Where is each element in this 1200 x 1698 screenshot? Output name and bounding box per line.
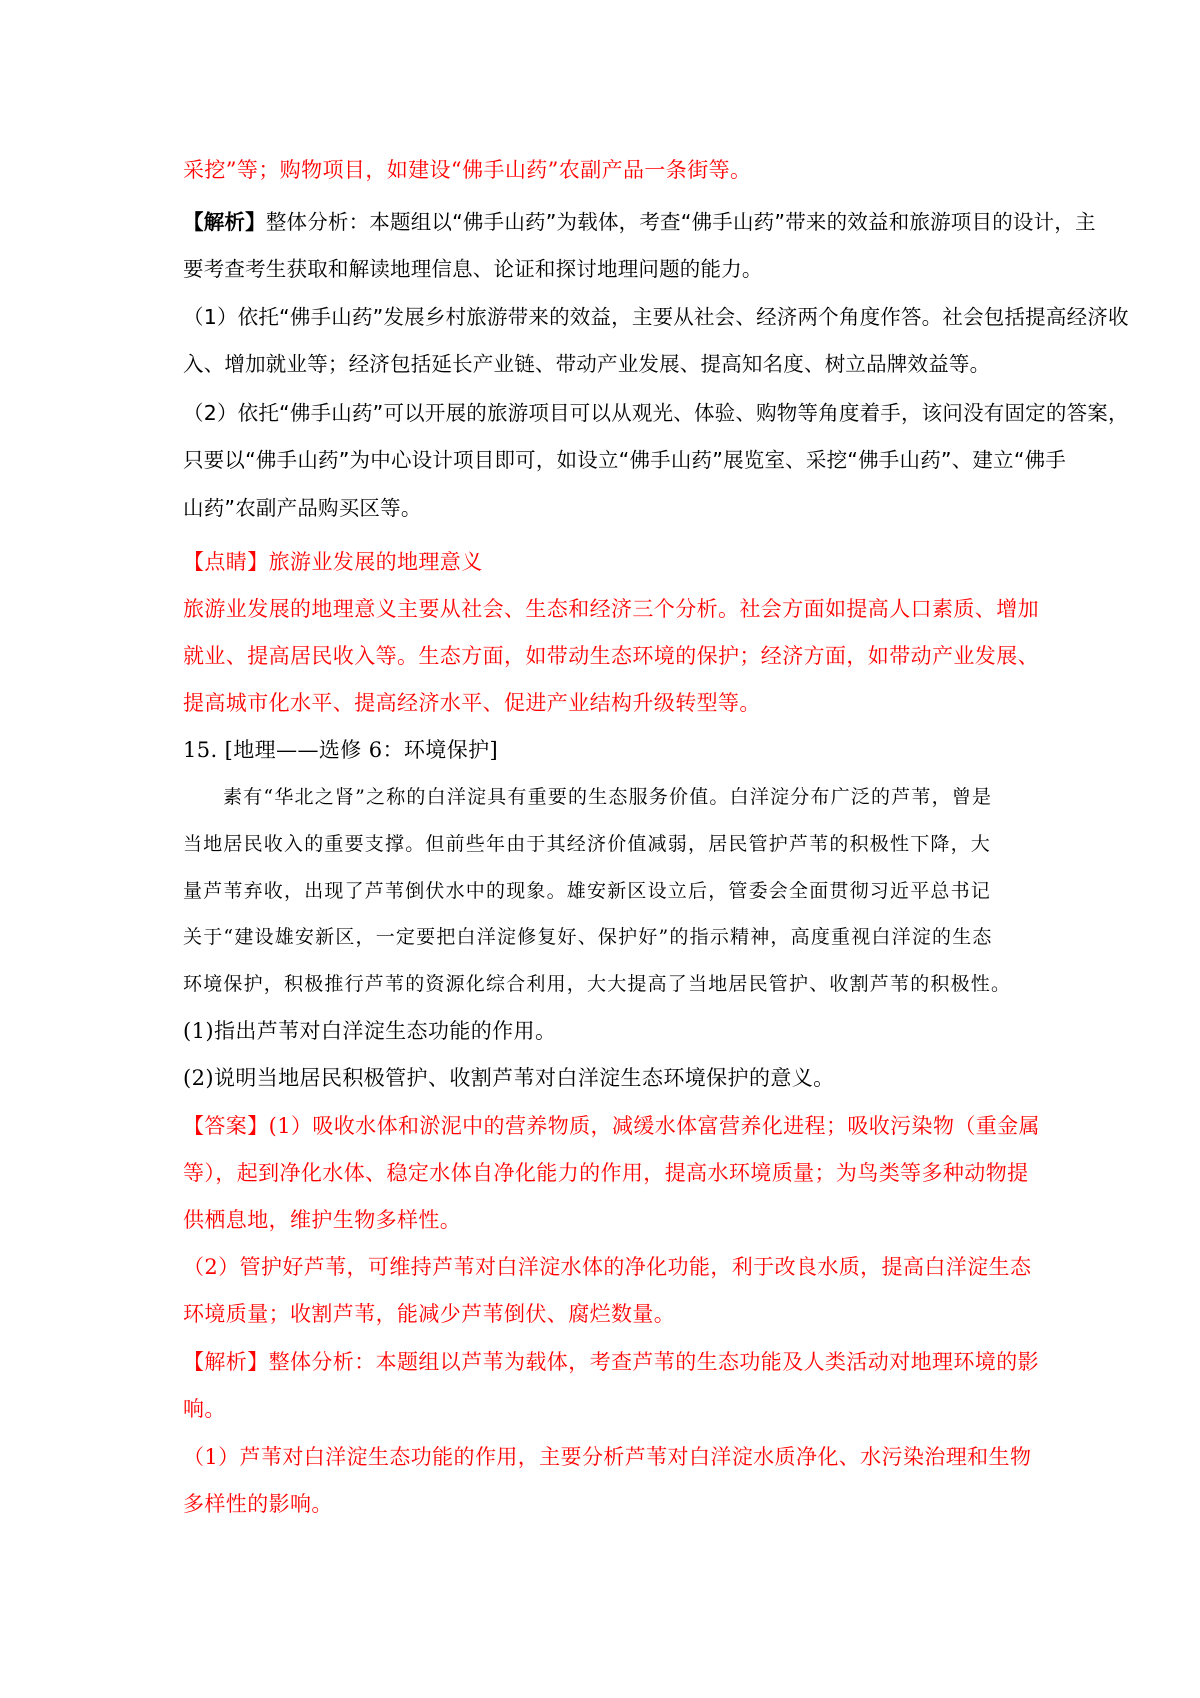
answer-line: 供栖息地，维护生物多样性。 [183, 1208, 462, 1232]
question-passage-line: 当地居民收入的重要支撑。但前些年由于其经济价值减弱，居民管护芦苇的积极性下降，大 [183, 833, 992, 855]
analysis2-line: （1）芦苇对白洋淀生态功能的作用，主要分析芦苇对白洋淀水质净化、水污染治理和生物 [183, 1445, 1032, 1469]
analysis-text: 整体分析：本题组以“佛手山药”为载体，考查“佛手山药”带来的效益和旅游项目的设计，主 [265, 210, 1096, 234]
answer-line: 环境质量；收割芦苇，能减少芦苇倒伏、腐烂数量。 [183, 1302, 676, 1326]
analysis2-line: 多样性的影响。 [183, 1492, 333, 1516]
analysis2-line: 响。 [183, 1397, 226, 1421]
analysis2-heading-line [183, 1347, 1039, 1377]
answer-text: (1）吸收水体和淤泥中的营养物质，减缓水体富营养化进程；吸收污染物（重金属 [268, 1114, 1040, 1138]
sub-question-2: (2)说明当地居民积极管护、收割芦苇对白洋淀生态环境保护的意义。 [183, 1066, 835, 1090]
question-passage-line: 素有“华北之肾”之称的白洋淀具有重要的生态服务价值。白洋淀分布广泛的芦苇，曾是 [223, 786, 993, 808]
analysis-line: 要考查考生获取和解读地理信息、论证和探讨地理问题的能力。 [183, 257, 763, 281]
key-point-heading-line [183, 547, 483, 577]
key-point-title: 旅游业发展的地理意义 [268, 550, 483, 574]
analysis-line: 山药”农副产品购买区等。 [183, 496, 422, 520]
sub-question-1: (1)指出芦苇对白洋淀生态功能的作用。 [183, 1019, 557, 1043]
key-point-line: 提高城市化水平、提高经济水平、促进产业结构升级转型等。 [183, 691, 761, 715]
answer-heading-line [183, 1111, 1040, 1141]
analysis-tag: 【解析】 [183, 210, 266, 234]
analysis2-text: 整体分析：本题组以芦苇为载体，考查芦苇的生态功能及人类活动对地理环境的影 [268, 1350, 1040, 1374]
analysis-line: （2）依托“佛手山药”可以开展的旅游项目可以从观光、体验、购物等角度着手，该问没有固定的答案， [183, 401, 1129, 425]
question-passage-line: 量芦苇弃收，出现了芦苇倒伏水中的现象。雄安新区设立后，管委会全面贯彻习近平总书记 [183, 880, 992, 902]
answer-tag: 【答案】 [183, 1114, 269, 1138]
analysis-line: 只要以“佛手山药”为中心设计项目即可，如设立“佛手山药”展览室、采挖“佛手山药”、建立“佛手 [183, 448, 1067, 472]
answer-line: （2）管护好芦苇，可维持芦苇对白洋淀水体的净化功能，利于改良水质，提高白洋淀生态 [183, 1255, 1032, 1279]
analysis-heading-line [183, 207, 1096, 237]
question-heading: 15. [地理——选修 6：环境保护] [183, 738, 499, 762]
question-passage-line: 关于“建设雄安新区，一定要把白洋淀修复好、保护好”的指示精神，高度重视白洋淀的生态 [183, 926, 993, 948]
key-point-tag: 【点睛】 [183, 550, 269, 574]
analysis-line: 入、增加就业等；经济包括延长产业链、带动产业发展、提高知名度、树立品牌效益等。 [183, 352, 991, 376]
question-passage-line: 环境保护，积极推行芦苇的资源化综合利用，大大提高了当地居民管护、收割芦苇的积极性。 [183, 973, 1012, 995]
key-point-line: 旅游业发展的地理意义主要从社会、生态和经济三个分析。社会方面如提高人口素质、增加 [183, 597, 1039, 621]
key-point-line: 就业、提高居民收入等。生态方面，如带动生态环境的保护；经济方面，如带动产业发展、 [183, 644, 1039, 668]
analysis2-tag: 【解析】 [183, 1350, 269, 1374]
answer-line: 等），起到净化水体、稳定水体自净化能力的作用，提高水环境质量；为鸟类等多种动物提 [183, 1161, 1029, 1185]
answer-continuation-line: 采挖”等；购物项目，如建设“佛手山药”农副产品一条街等。 [183, 158, 752, 182]
analysis-line: （1）依托“佛手山药”发展乡村旅游带来的效益，主要从社会、经济两个角度作答。社会包括提高经济收 [183, 305, 1129, 329]
